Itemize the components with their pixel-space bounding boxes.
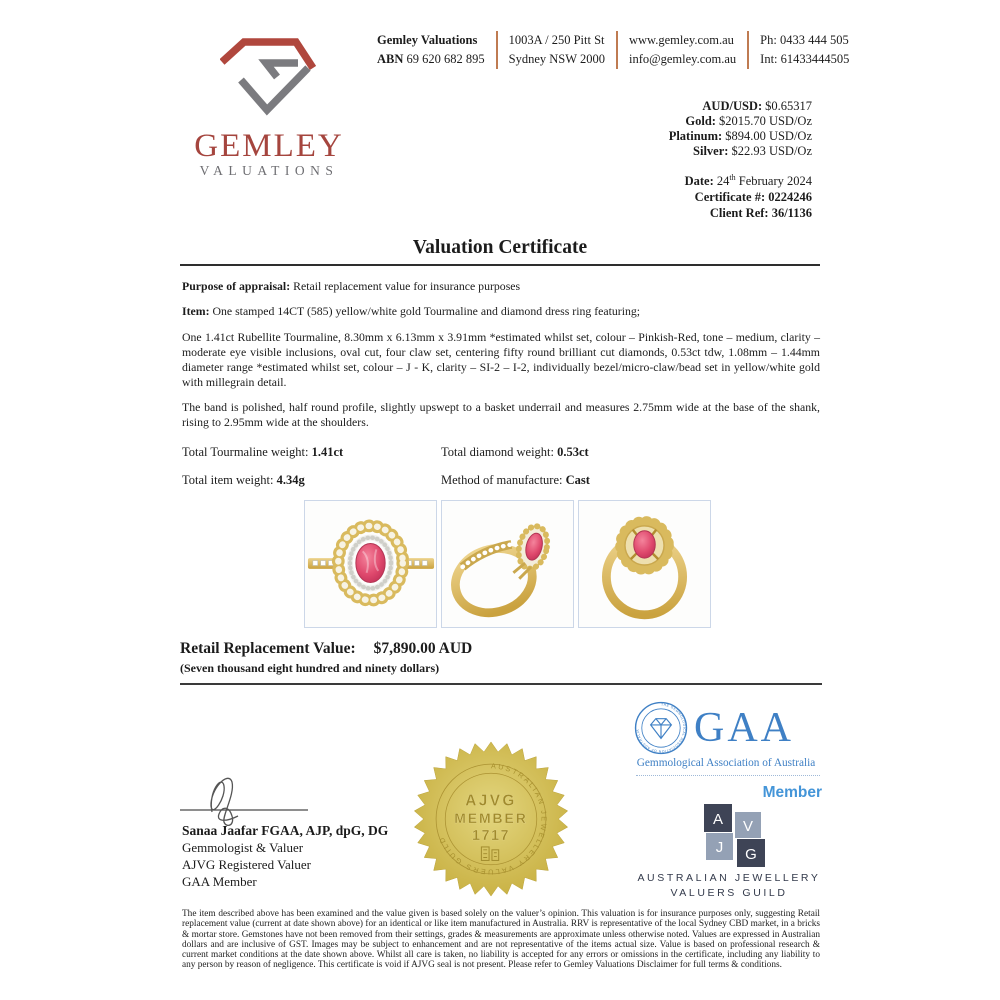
rate-platinum: Platinum: $894.00 USD/Oz [668, 129, 812, 143]
phone-intl: Int: 61433444505 [760, 52, 850, 66]
metal-rates [600, 99, 812, 159]
signatory-block [182, 822, 388, 890]
gaa-full-name: Gemmological Association of Australia [636, 757, 816, 769]
contact-web [616, 31, 747, 69]
ajvg-guild-name [616, 871, 842, 901]
page-title: Valuation Certificate [412, 237, 588, 258]
certificate-meta [600, 170, 812, 221]
gaa-diamond-glyph [651, 719, 672, 739]
band-description: The band is polished, half round profile, slightly upswept to a basket underrail and measures 2.75mm wide at the base of the shank, rising to 2.95mm wide at the shoulders. [182, 400, 820, 429]
item-line: Item: One stamped 14CT (585) yellow/white gold Tourmaline and diamond dress ring featuring; [182, 304, 641, 318]
spec-grid [182, 444, 820, 488]
brand-tagline: VALUATIONS [199, 163, 339, 178]
website: www.gemley.com.au [628, 33, 734, 47]
gaa-seal-icon [634, 701, 688, 755]
signatory-role2: AJVG Registered Valuer [182, 857, 312, 872]
valuation-amount: $7,890.00 AUD [373, 640, 473, 657]
signatory-role3: GAA Member [182, 874, 257, 889]
ring-photo-back [578, 500, 711, 628]
spec-manufacture: Method of manufacture: Cast [441, 473, 590, 487]
contact-phone [747, 31, 860, 69]
spec-diamond-weight: Total diamond weight: 0.53ct [441, 445, 589, 459]
seal-line3: 1717 [472, 828, 510, 845]
guild-line1: AUSTRALIAN JEWELLERY [637, 872, 821, 884]
ring-side-image [443, 502, 573, 626]
valuation-words: (Seven thousand eight hundred and ninety dollars) [180, 661, 440, 675]
guild-line2: VALUERS GUILD [670, 887, 788, 899]
valuation-line [180, 640, 822, 658]
contact-company [377, 31, 496, 69]
spec-item-weight: Total item weight: 4.34g [182, 473, 305, 487]
meta-certificate-number: Certificate #: 0224246 [694, 190, 812, 205]
stone-description: One 1.41ct Rubellite Tourmaline, 8.30mm x 6.13mm x 3.91mm *estimated whilst set, colour – Pinkish-Red, tone – medium, clarity – moderate eye visible inclusions, oval cut, four claw set, centering fifty round brilliant cut diamonds, 0.53ct tdw, 1.08mm – 1.44mm diameter range *estimated whilst set, colour – J - K, clarity – SI-2 – I-2, individually bezel/micro-claw/bead set in yellow/white gold with millegrain detail. [182, 330, 820, 389]
ajvg-letter-a: A [712, 811, 724, 828]
ajvg-letter-v: V [742, 818, 754, 835]
company-name: Gemley Valuations [377, 33, 478, 47]
ring-photo-side [441, 500, 574, 628]
signatory-role1: Gemmologist & Valuer [182, 840, 304, 855]
address-line2: Sydney NSW 2000 [508, 52, 605, 66]
gaa-logo-row [634, 701, 794, 755]
signature-stroke [211, 778, 238, 825]
signatory-name: Sanaa Jaafar FGAA, AJP, dpG, DG [182, 823, 389, 838]
ring-photo-strip [304, 500, 711, 628]
purpose-line: Purpose of appraisal: Retail replacement value for insurance purposes [182, 279, 521, 293]
gaa-member-label: Member [762, 784, 822, 801]
ajvg-squares-logo [702, 802, 768, 868]
rate-gold: Gold: $2015.70 USD/Oz [685, 114, 812, 128]
ring-front-image [306, 502, 436, 626]
valuer-signature [178, 770, 338, 828]
gemley-diamond-logo [220, 38, 316, 118]
seal-ring-text: AUSTRALIAN JEWELLERY VALUERS GUILD [436, 761, 549, 877]
abn-number: 69 620 682 895 [406, 52, 485, 66]
meta-client-ref: Client Ref: 36/1136 [709, 206, 812, 221]
abn-label: ABN [377, 52, 404, 66]
phone: Ph: 0433 444 505 [760, 33, 849, 47]
contact-address [496, 31, 616, 69]
gaa-seal-text: THE GEMMOLOGICAL ASSOCIATION OF AUSTRALIA [635, 702, 687, 754]
ajvg-letter-g: G [745, 846, 757, 863]
gaa-acronym: GAA [694, 705, 794, 751]
disclaimer-text: The item described above has been examined and the value given is based solely on the valuer’s opinion. This valuation is for insurance purposes only, suggesting Retail replacement value (current at date shown above) for an identical or like item manufactured in Australia. RRV is representative of the local Sydney CBD market, in a bricks & mortar store. Gemstones have not been removed from their settings, grades & measurements are approximate unless otherwise noted. Values are expressed in Australian dollars and are inclusive of GST. Images may be subject to enhancement and are not representative of the items actual size. Value is based on professional research & current market conditions at the date shown above. Whilst all care is taken, no liability is accepted for any errors or omissions in the certificate, including any liability to any person by reason of negligence. This certificate is void if AJVG seal is not present. Please refer to Gemley Valuations Disclaimer for full terms & conditions. [182, 909, 820, 971]
ring-photo-front [304, 500, 437, 628]
gaa-divider [636, 775, 820, 776]
ajvg-letter-j: J [715, 839, 724, 856]
header-contact-bar [377, 31, 860, 69]
valuation-block [180, 640, 822, 685]
email: info@gemley.com.au [628, 52, 737, 66]
rate-silver: Silver: $22.93 USD/Oz [693, 144, 812, 158]
rate-audusd: AUD/USD: $0.65317 [702, 99, 812, 113]
title-rule [180, 264, 820, 266]
meta-date: Date: 24th February 2024 [684, 173, 812, 189]
spec-tourmaline-weight: Total Tourmaline weight: 1.41ct [182, 445, 344, 459]
ring-back-image [580, 502, 710, 626]
seal-line1: AJVG [465, 792, 517, 810]
seal-line2: MEMBER [454, 809, 528, 826]
address-line1: 1003A / 250 Pitt St [508, 33, 605, 47]
ajvg-gold-seal [412, 739, 570, 899]
valuation-label: Retail Replacement Value: [180, 640, 356, 657]
brand-name: GEMLEY [194, 128, 344, 164]
logo-g-hook [266, 63, 298, 77]
